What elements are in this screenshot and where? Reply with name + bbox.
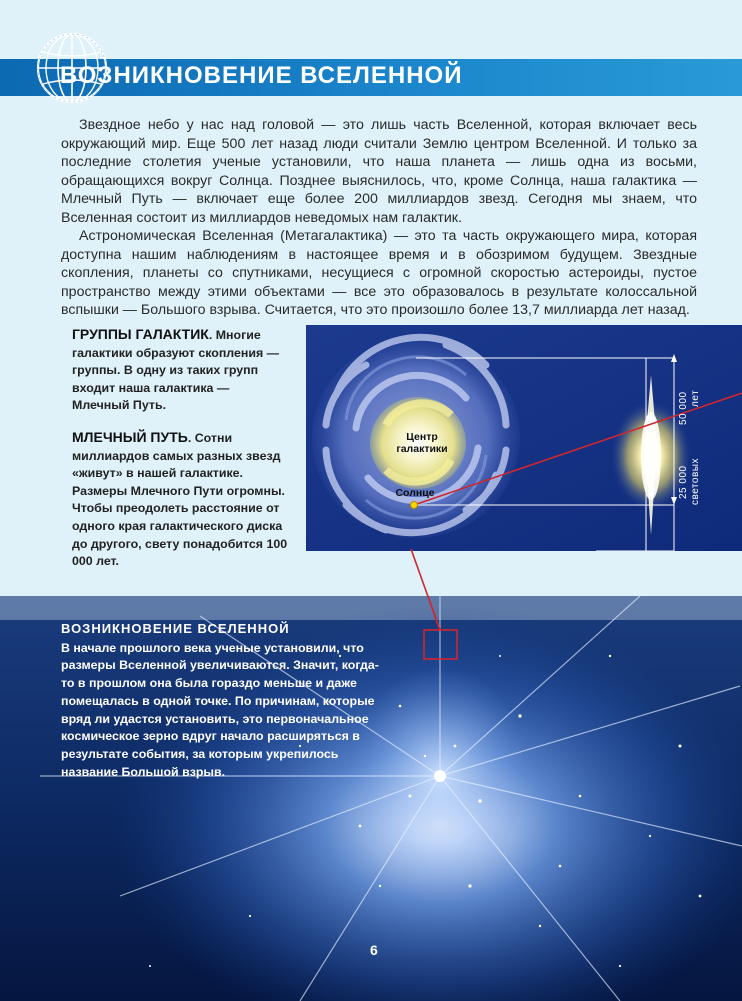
distance-bottom-label: 25 000 (678, 465, 689, 499)
article-paragraph-2: Астрономическая Вселенная (Метагалактика) — это та часть окружающего мира, которая доступна нашим наблюдениям в настоящее время и в обозримом будущем. Звездные скопления, планеты со спутниками, несущиеся с огромной скоростью астероиды, пустое пространство между этими объектами — все это образовалось в результате колоссальной вспышки — Большого взрыва. Считается, что это произошло более 13,7 миллиарда лет назад. (61, 228, 697, 318)
distance-bottom-unit: световых (690, 458, 701, 505)
groups-text: . Многие галактики образуют скопления — группы. В одну из таких групп входит наша галактика — Млечный Путь. (72, 328, 280, 413)
big-bang-title: ВОЗНИКНОВЕНИЕ ВСЕЛЕННОЙ (61, 621, 290, 636)
distance-top-unit: лет (690, 389, 701, 407)
page-title: ВОЗНИКНОВЕНИЕ ВСЕЛЕННОЙ (60, 62, 463, 89)
distance-top-label: 50 000 (678, 391, 689, 425)
article-paragraph-1: Звездное небо у нас над головой — это лишь часть Вселенной, которая включает весь окружающий мир. Еще 500 лет назад люди считали Землю центром Вселенной. И только за последние столетия ученые установили, что наша планета — лишь одна из восьми, обращающихся вокруг Солнца. Позднее выяснилось, что, кроме Солнца, наша галактика — Млечный Путь — включает еще более 200 миллиардов звезд. Сегодня мы знаем, что Вселенная состоит из миллиардов неведомых нам галактик. (61, 117, 697, 226)
milkyway-text: . Сотни миллиардов самых разных звезд «живут» в нашей галактике. Размеры Млечного Пути огромны. Чтобы преодолеть расстояние от одного края галактического диска до другого, свету понадобится 100 000 лет. (72, 430, 288, 569)
page-number: 6 (370, 942, 378, 958)
groups-heading: ГРУППЫ ГАЛАКТИК (72, 326, 209, 342)
big-bang-text: В начале прошлого века ученые установили, что размеры Вселенной увеличиваются. Значит, когда-то в прошлом она была гораздо меньше и даже помещалась в одной точке. По причинам, которые вряд ли удастся установить, это первоначальное космическое зерно вдруг начало расширяться в результате события, за которым укрепилось название Большой взрыв. (61, 640, 379, 779)
sun-label: Солнце (395, 487, 435, 499)
galaxy-center-label: Центр галактики (396, 431, 448, 455)
big-bang-caption (61, 620, 381, 781)
milkyway-heading: МЛЕЧНЫЙ ПУТЬ (72, 428, 188, 445)
